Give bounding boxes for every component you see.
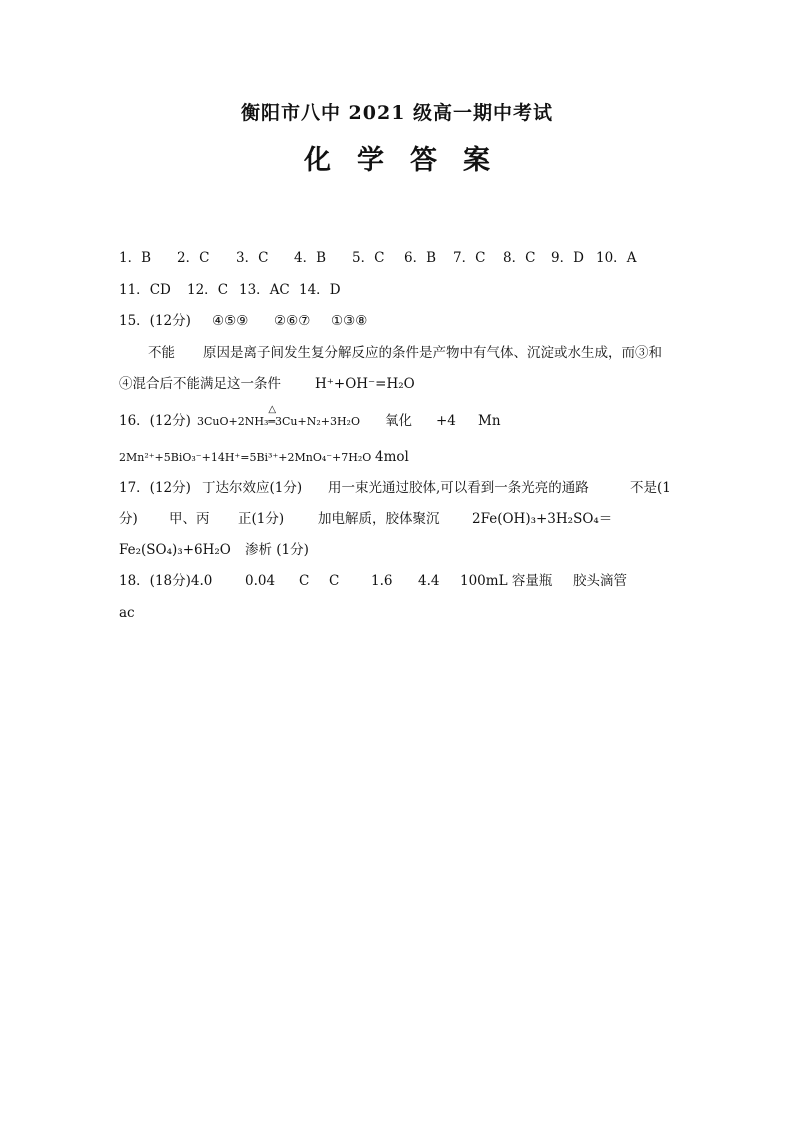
q16-answer-4: Mn [478,413,501,429]
q15-ionic-equation: H⁺+OH⁻=H₂O [315,376,415,392]
q16-answer-6: 4mol [375,449,409,465]
q15-answer-1: ④⑤⑨ [212,313,249,329]
q15-line-3 [119,374,415,394]
q17-line-3 [119,540,309,560]
mc-answer: 12．C [187,282,229,298]
q18-line-2 [119,603,135,623]
q16-equation-1: 3CuO+2NH₃ △ ═3Cu+N₂+3H₂O [197,412,385,432]
q18-answer-7: 100mL 容量瓶 [460,573,553,589]
q17-answer-3: 不是(1 [630,480,671,496]
q16-line-2 [119,447,409,468]
q15-answer-3: ①③⑧ [331,313,368,329]
q15-label: 15．(12分) [119,313,191,329]
q18-answer-4: C [329,573,340,589]
mc-answer: 11．CD [119,282,171,298]
mc-answer: 8．C [503,250,536,266]
q16-answer-2: 氧化 [385,413,412,429]
q16-equation-2: 2Mn²⁺+5BiO₃⁻+14H⁺=5Bi³⁺+2MnO₄⁻+7H₂O [119,451,372,464]
q16-answer-3: +4 [436,413,456,429]
q18-answer-5: 1.6 [371,573,393,589]
q17-line-2 [119,509,612,529]
mc-answer: 5．C [352,250,385,266]
q17-answer-1: 丁达尔效应(1分) [202,480,303,496]
q15-answer-4: 不能 [148,345,175,361]
q17-answer-3-cont: 分) [119,511,138,527]
q17-answer-4: 甲、丙 [169,511,210,527]
mc-answer: 13．AC [239,282,290,298]
mc-answer: 3．C [236,250,269,266]
q18-answer-3: C [299,573,310,589]
mc-answer: 10．A [596,250,637,266]
q18-line-1 [119,571,627,591]
mc-answers-row-2 [119,280,341,300]
q15-line-1 [119,311,367,331]
q17-answer-5: 正(1分) [238,511,285,527]
q18-answer-8: 胶头滴管 [573,573,627,589]
q15-answer-2: ②⑥⑦ [274,313,311,329]
q15-line-2 [148,343,662,363]
q17-label: 17．(12分) [119,480,191,496]
mc-answer: 14．D [299,282,341,298]
mc-answer: 7．C [453,250,486,266]
q15-reason-b: ④混合后不能满足这一条件 [119,376,281,392]
subject-title: 化学答案 [304,145,516,176]
q17-equation-b: Fe₂(SO₄)₃+6H₂O [119,542,231,558]
q17-answer-6: 加电解质，胶体聚沉 [318,511,440,527]
q15-reason-a: 原因是离子间发生复分解反应的条件是产物中有气体、沉淀或水生成，而③和 [203,345,662,361]
q16-label: 16．(12分) [119,413,191,429]
q18-answer-2: 0.04 [245,573,276,589]
q17-answer-2: 用一束光通过胶体,可以看到一条光亮的通路 [328,480,589,496]
q17-line-1 [119,478,671,498]
exam-title: 衡阳市八中 2021 级高一期中考试 [240,102,554,124]
heat-symbol: △ [268,404,277,415]
q17-answer-8: 渗析 (1分) [245,542,309,558]
mc-answers-row-1 [119,248,636,268]
q16-line-1 [119,404,501,432]
mc-answer: 1．B [119,250,152,266]
mc-answer: 9．D [551,250,584,266]
q18-label-and-answer-1: 18．(18分)4.0 [119,573,213,589]
q17-equation-a: 2Fe(OH)₃+3H₂SO₄＝ [472,511,613,527]
q18-answer-6: 4.4 [418,573,440,589]
mc-answer: 6．B [404,250,437,266]
mc-answer: 2．C [177,250,210,266]
q18-answer-9: ac [119,605,135,621]
mc-answer: 4．B [294,250,327,266]
